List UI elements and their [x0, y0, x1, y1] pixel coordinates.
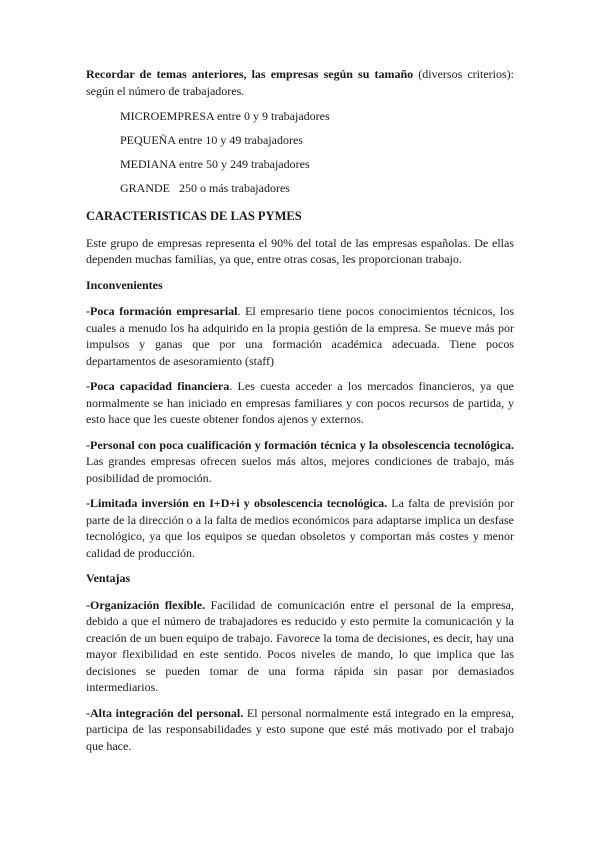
inconveniente-item	[86, 303, 514, 369]
inconveniente-title: -Limitada inversión en I+D+i y obsolescencia tecnológica.	[86, 496, 388, 510]
ventaja-item	[86, 705, 514, 755]
inconveniente-item	[86, 378, 514, 428]
inconveniente-text: . Les cuesta acceder a los mercados financieros, ya que normalmente se han iniciado en empresas familiares y con pocos recursos de partida, y esto hace que les cueste obtener fondos ajenos y externos.	[86, 379, 514, 426]
inconvenientes-heading: Inconvenientes	[86, 277, 163, 292]
inconveniente-item	[86, 437, 514, 487]
size-item-large: GRANDE 250 o más trabajadores	[120, 181, 290, 195]
inconveniente-text: La falta de previsión por parte de la dirección o a la falta de medios económicos para adaptarse implica un desfase tecnológico, ya que los equipos se quedan obsoletos y comportan más costes y menor calidad de producción.	[86, 496, 514, 560]
ventaja-title: -Alta integración del personal.	[86, 705, 244, 720]
inconveniente-text: . El empresario tiene pocos conocimientos técnicos, los cuales a menudo los ha adquirido en la propia gestión de la empresa. Se mueve más por impulsos y ganas que por una formación académica adecuada. Tiene pocos departamentos de asesoramiento (staff)	[86, 304, 514, 368]
inconveniente-title: -Poca capacidad financiera	[86, 379, 230, 393]
intro-text: (diversos criterios): según el número de trabajadores.	[86, 67, 515, 98]
section-title: CARACTERISTICAS DE LAS PYMES	[86, 209, 302, 223]
intro-paragraph	[86, 66, 514, 99]
ventaja-title: -Organización flexible.	[86, 597, 206, 612]
ventaja-text: El personal normalmente está integrado en la empresa, participa de las responsabilidades y esto supone que esté más motivado por el trabajo que hace.	[86, 705, 514, 753]
intro-bold-text: Recordar de temas anteriores, las empresas según su tamaño	[86, 67, 414, 81]
ventajas-heading: Ventajas	[86, 571, 131, 585]
ventaja-item	[86, 597, 514, 696]
inconveniente-item	[86, 495, 514, 561]
inconveniente-title: -Personal con poca cualificación y formación técnica y la obsolescencia tecnológica.	[86, 437, 514, 452]
document-page	[86, 66, 514, 763]
size-item-medium: MEDIANA entre 50 y 249 trabajadores	[120, 157, 310, 171]
company-size-list	[120, 109, 514, 196]
inconveniente-title: -Poca formación empresarial	[86, 304, 238, 318]
size-item-small: PEQUEÑA entre 10 y 49 trabajadores	[120, 133, 303, 147]
ventaja-text: Facilidad de comunicación entre el personal de la empresa, debido a que el número de trabajadores es reducido y esto permite la comunicación y la creación de un buen equipo de trabajo. Favorece la toma de decisiones, es decir, hay una mayor flexibilidad en este sentido. Pocos niveles de mando, lo que implica que las decisiones se pueden tomar de una forma rápida sin pasar por demasiados intermediarios.	[86, 597, 515, 694]
summary-paragraph: Este grupo de empresas representa el 90% del total de las empresas españolas. De ellas dependen muchas familias, ya que, entre otras cosas, les proporcionan trabajo.	[86, 235, 514, 266]
inconveniente-text: Las grandes empresas ofrecen suelos más altos, mejores condiciones de trabajo, más posibilidad de promoción.	[86, 454, 514, 485]
size-item-micro: MICROEMPRESA entre 0 y 9 trabajadores	[120, 109, 330, 123]
